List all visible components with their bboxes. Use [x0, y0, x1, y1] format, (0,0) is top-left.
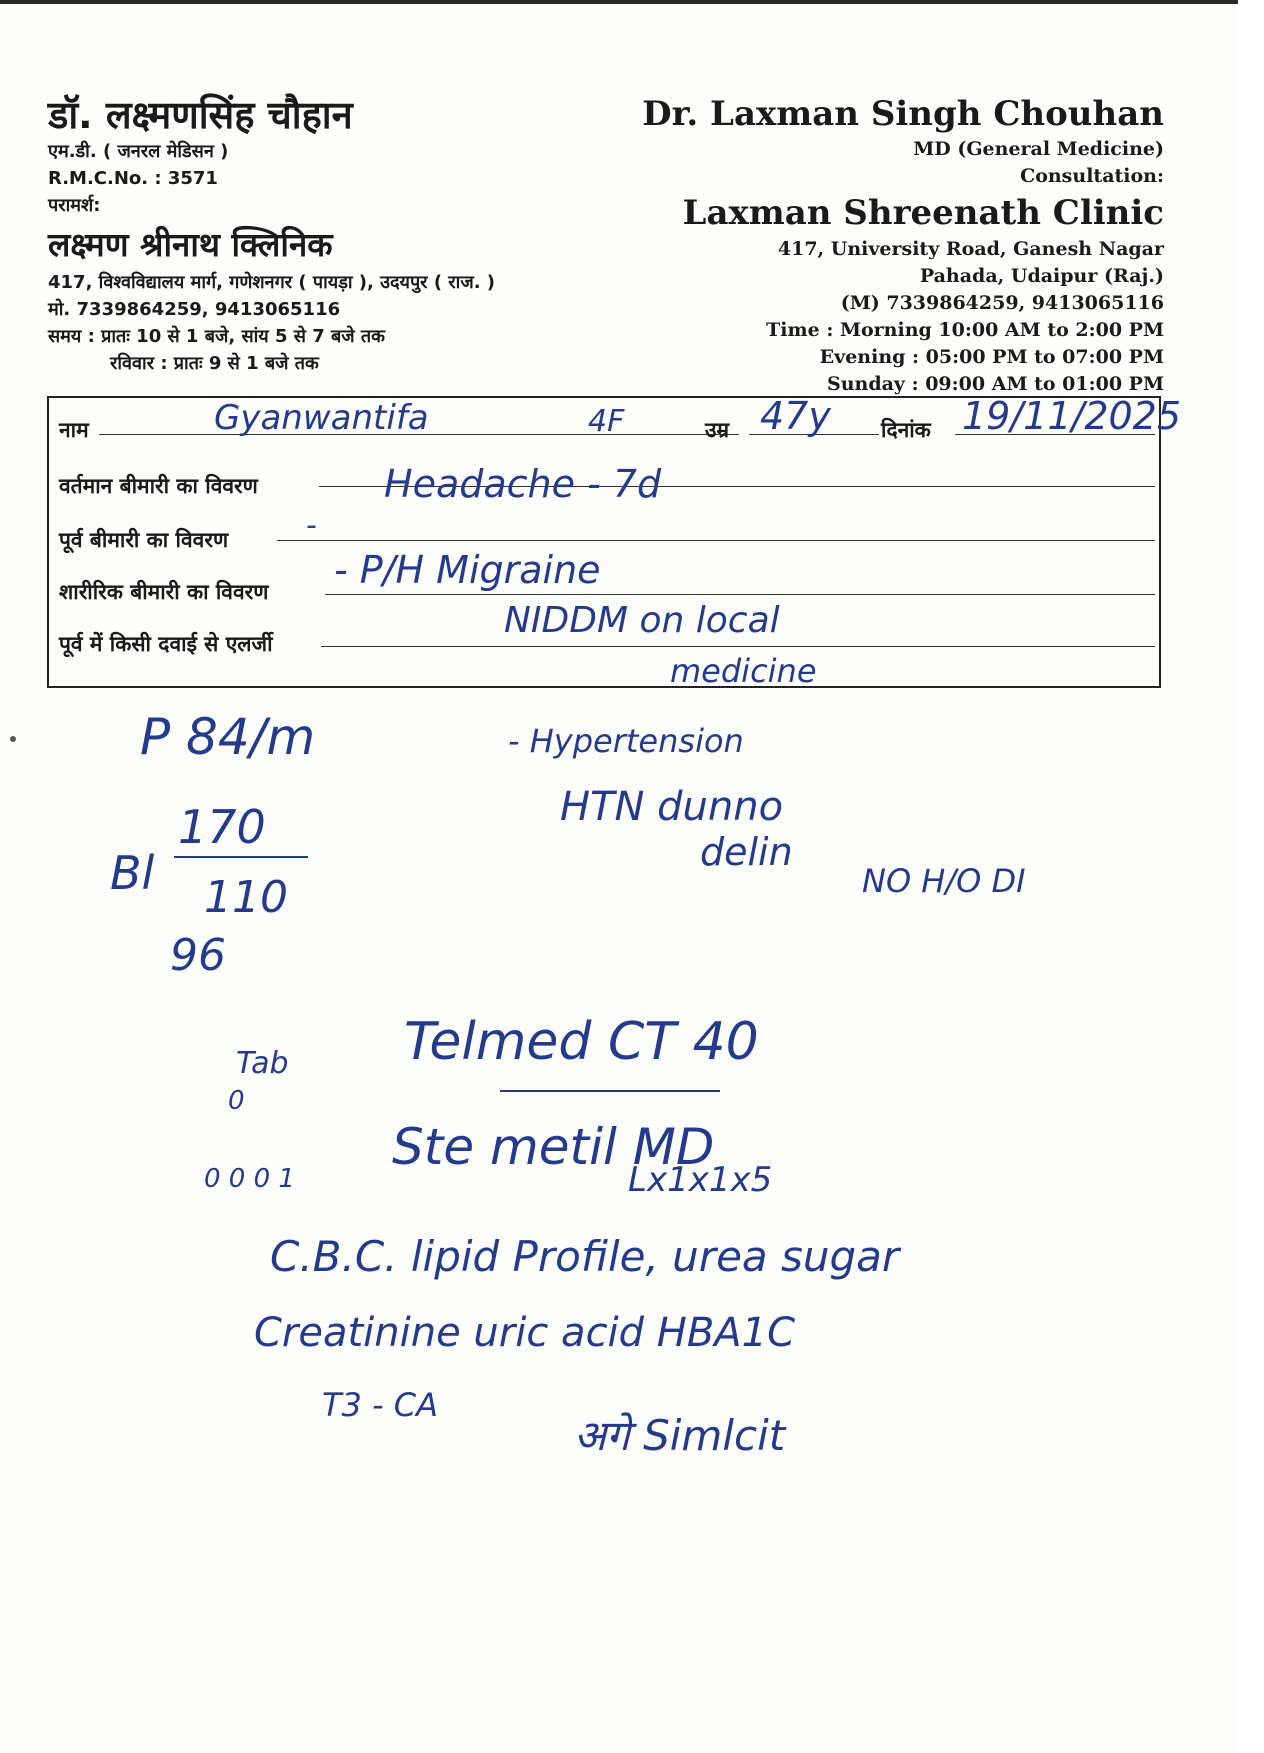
doctor-name-english: Dr. Laxman Singh Chouhan — [642, 94, 1164, 134]
investigations-line-1: C.B.C. lipid Profile, urea sugar — [270, 1232, 900, 1281]
consult-label-hindi: परामर्श: — [48, 195, 101, 216]
name-label: नाम — [59, 418, 89, 442]
header-english — [604, 92, 1164, 398]
current-illness-label: वर्तमान बीमारी का विवरण — [59, 474, 258, 498]
doctor-name-hindi: डॉ. लक्ष्मणसिंह चौहान — [48, 93, 353, 137]
degree-hindi: एम.डी. ( जनरल मेडिसन ) — [48, 141, 229, 162]
allergy-value-2: medicine — [670, 652, 817, 690]
physical-illness-label: शारीरिक बीमारी का विवरण — [59, 580, 269, 604]
spo2-note: 96 — [170, 930, 226, 981]
mobile-hindi: मो. 7339864259, 9413065116 — [48, 299, 341, 320]
rx-underline — [500, 1090, 720, 1092]
bp-fraction-line — [174, 856, 308, 858]
consult-label-english: Consultation: — [1020, 165, 1164, 187]
history-note-1: - Hypertension — [508, 722, 744, 760]
patient-name-value: Gyanwantifa — [214, 398, 429, 438]
rx-medicine-1-sub: 0 — [228, 1086, 245, 1116]
rx-medicine-1: Telmed CT 40 — [404, 1012, 759, 1072]
current-illness-value: Headache - 7d — [384, 462, 662, 506]
physical-illness-value: - P/H Migraine — [334, 548, 601, 592]
history-note-4: NO H/O DI — [862, 862, 1026, 900]
investigations-line-3: T3 - CA — [322, 1386, 439, 1424]
patient-details-box — [47, 396, 1161, 688]
rmc-number: R.M.C.No. : 3571 — [48, 168, 218, 189]
degree-english: MD (General Medicine) — [913, 138, 1164, 160]
age-label: उम्र — [705, 418, 730, 442]
bp-systolic: 170 — [178, 800, 266, 854]
address-line-2: Pahada, Udaipur (Raj.) — [919, 265, 1164, 287]
top-border — [0, 0, 1264, 4]
time-evening: Evening : 05:00 PM to 07:00 PM — [819, 346, 1164, 368]
address-line-1: 417, University Road, Ganesh Nagar — [777, 238, 1164, 260]
past-illness-label: पूर्व बीमारी का विवरण — [59, 528, 229, 552]
allergy-line — [321, 646, 1155, 647]
paper-mark — [10, 736, 16, 742]
history-note-3: delin — [700, 830, 793, 874]
bp-label: Bl — [110, 846, 155, 900]
sunday-hindi: रविवार : प्रातः 9 से 1 बजे तक — [110, 353, 319, 374]
patient-age-value: 47y — [760, 394, 831, 438]
header-hindi — [48, 92, 668, 377]
patient-sex-value: 4F — [588, 404, 625, 439]
rx-medicine-2-sub: Lx1x1x5 — [628, 1160, 773, 1200]
time-sunday: Sunday : 09:00 AM to 01:00 PM — [826, 373, 1164, 395]
history-note-2: HTN dunno — [560, 784, 784, 830]
pulse-note: P 84/m — [140, 708, 316, 766]
rx-medicine-2-dose: 0 0 0 1 — [204, 1164, 295, 1194]
rx-prefix: Tab — [236, 1046, 289, 1081]
right-margin — [1238, 0, 1264, 1753]
allergy-value: NIDDM on local — [504, 600, 780, 641]
clinic-name-english: Laxman Shreenath Clinic — [682, 193, 1164, 233]
mobile-english: (M) 7339864259, 9413065116 — [840, 292, 1164, 314]
rx-medicine-2: Ste metil MD — [392, 1118, 715, 1176]
past-illness-line — [277, 540, 1155, 541]
time-morning: Time : Morning 10:00 AM to 2:00 PM — [766, 319, 1164, 341]
visit-date-value: 19/11/2025 — [962, 394, 1182, 438]
investigations-line-2: Creatinine uric acid HBA1C — [254, 1310, 796, 1356]
past-illness-value: - — [306, 508, 317, 543]
footer-note: अगे Simlcit — [574, 1411, 786, 1460]
physical-illness-line — [325, 594, 1155, 595]
allergy-label: पूर्व में किसी दवाई से एलर्जी — [59, 632, 273, 656]
address-hindi: 417, विश्वविद्यालय मार्ग, गणेशनगर ( पायड़ा ), उदयपुर ( राज. ) — [48, 272, 496, 293]
timing-hindi: समय : प्रातः 10 से 1 बजे, सांय 5 से 7 बजे तक — [48, 326, 385, 347]
clinic-name-hindi: लक्ष्मण श्रीनाथ क्लिनिक — [48, 225, 333, 264]
date-label: दिनांक — [881, 418, 931, 442]
bp-diastolic: 110 — [204, 872, 288, 923]
